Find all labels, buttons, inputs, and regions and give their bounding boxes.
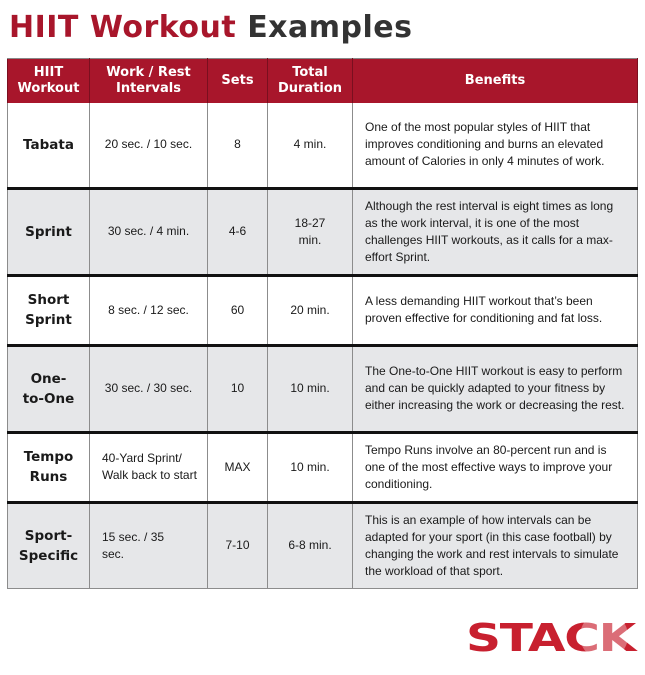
- duration-value: 4 min.: [268, 103, 353, 188]
- workout-name: Sprint: [8, 188, 90, 275]
- work-rest-interval: 8 sec. / 12 sec.: [90, 275, 208, 345]
- header-intervals-line1: Work / Rest: [106, 65, 191, 80]
- benefits-text: The One-to-One HIIT workout is easy to perform and can be quickly adapted to your fitness by either increasing the work or decreasing the rest.: [353, 345, 638, 432]
- header-sets: Sets: [208, 59, 268, 104]
- table-header-row: [8, 59, 638, 104]
- table-row: [8, 275, 638, 345]
- work-rest-interval: 40-Yard Sprint/ Walk back to start: [90, 432, 208, 502]
- hiit-workout-table: [7, 58, 638, 589]
- page-title-rest: Examples: [247, 10, 413, 45]
- benefits-text: A less demanding HIIT workout that’s been proven effective for conditioning and fat loss.: [353, 275, 638, 345]
- workout-name: One-to-One: [8, 345, 90, 432]
- work-rest-interval: 20 sec. / 10 sec.: [90, 103, 208, 188]
- work-rest-interval: 30 sec. / 30 sec.: [90, 345, 208, 432]
- header-intervals-line2: Intervals: [116, 81, 181, 96]
- sets-value: 60: [208, 275, 268, 345]
- duration-value: 10 min.: [268, 345, 353, 432]
- header-duration: [268, 59, 353, 104]
- benefits-text: This is an example of how intervals can be adapted for your sport (in this case football) by changing the work and rest intervals to simulate the workload of that sport.: [353, 502, 638, 588]
- header-workout: [8, 59, 90, 104]
- table-row: [8, 345, 638, 432]
- table-row: [8, 432, 638, 502]
- table-row: [8, 103, 638, 188]
- benefits-text: One of the most popular styles of HIIT that improves conditioning and burns an elevated amount of Calories in only 4 minutes of work.: [353, 103, 638, 188]
- benefits-text: Although the rest interval is eight times as long as the work interval, it is one of the most challenges HIIT workouts, as it calls for a max-effort Sprint.: [353, 188, 638, 275]
- duration-value: 18-27 min.: [268, 188, 353, 275]
- workout-name: Short Sprint: [8, 275, 90, 345]
- benefits-text: Tempo Runs involve an 80-percent run and is one of the most effective ways to improve your conditioning.: [353, 432, 638, 502]
- workout-name: Tempo Runs: [8, 432, 90, 502]
- header-workout-line1: HIIT: [33, 65, 64, 80]
- sets-value: 8: [208, 103, 268, 188]
- page-title-highlight: HIIT Workout: [9, 10, 237, 45]
- watermark-icon: [580, 612, 628, 660]
- work-rest-interval: 15 sec. / 35 sec.: [90, 502, 208, 588]
- sets-value: 10: [208, 345, 268, 432]
- header-intervals: [90, 59, 208, 104]
- workout-name: Tabata: [8, 103, 90, 188]
- sets-value: 4-6: [208, 188, 268, 275]
- page-title: [9, 8, 413, 48]
- header-benefits: Benefits: [353, 59, 638, 104]
- duration-value: 10 min.: [268, 432, 353, 502]
- duration-value: 6-8 min.: [268, 502, 353, 588]
- duration-value: 20 min.: [268, 275, 353, 345]
- table-row: [8, 502, 638, 588]
- header-duration-line1: Total: [292, 65, 328, 80]
- stack-logo: STACK: [466, 616, 636, 660]
- sets-value: MAX: [208, 432, 268, 502]
- sets-value: 7-10: [208, 502, 268, 588]
- header-duration-line2: Duration: [277, 81, 343, 96]
- table-row: [8, 188, 638, 275]
- work-rest-interval: 30 sec. / 4 min.: [90, 188, 208, 275]
- workout-name: Sport-Specific: [8, 502, 90, 588]
- header-workout-line2: Workout: [17, 81, 80, 96]
